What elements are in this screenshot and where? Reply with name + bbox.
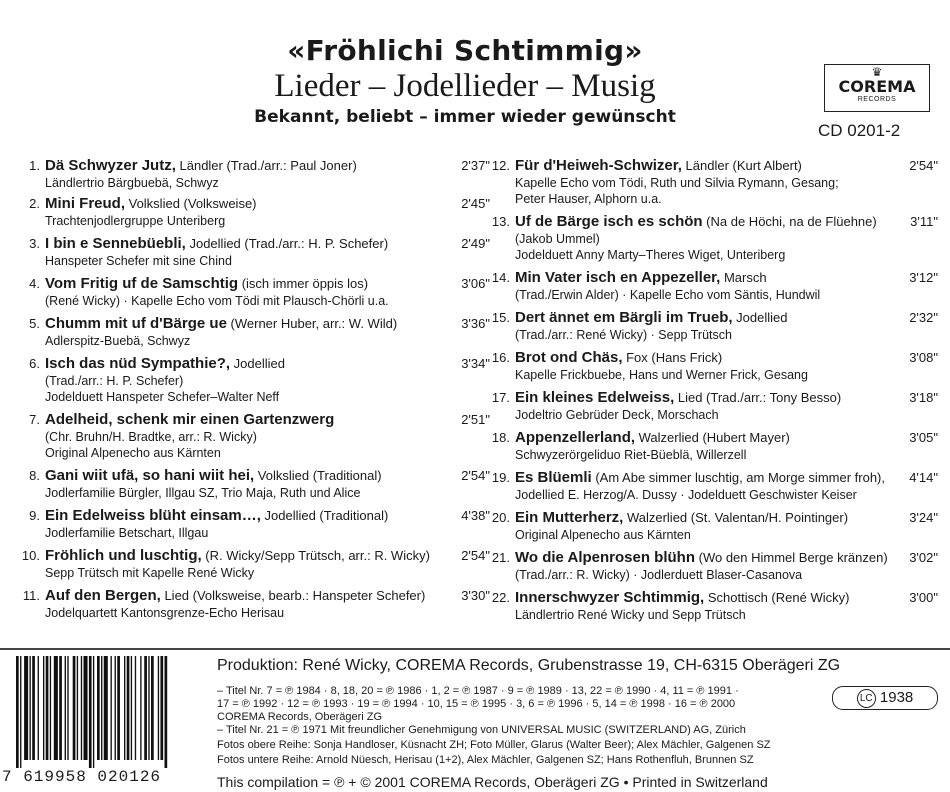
track-title-line (515, 589, 938, 606)
barcode-bar (81, 656, 82, 760)
track-meta: Jodellied (Trad./arr.: H. P. Schefer) (185, 236, 389, 251)
barcode-bar (16, 656, 19, 768)
track-title-line (45, 195, 490, 212)
barcode-bar (38, 656, 39, 760)
track-title-line (515, 549, 938, 566)
track-number: 20. (491, 510, 510, 525)
track-meta: Walzerlied (St. Valentan/H. Pointinger) (623, 510, 849, 525)
barcode-bar (111, 656, 112, 760)
track-performer-line: Jodelduett Anny Marty–Theres Wiget, Unteriberg (515, 248, 786, 262)
lc-number: 1938 (879, 689, 914, 706)
track-title-line (515, 269, 938, 286)
credit-line: COREMA Records, Oberägeri ZG (217, 711, 383, 723)
barcode-bar (46, 656, 49, 760)
track-duration: 3'18" (909, 390, 938, 405)
barcode-bar (144, 656, 147, 760)
track-number: 9. (29, 508, 40, 523)
crown-icon: ♛ (871, 65, 883, 79)
track-meta: Jodellied (Traditional) (260, 508, 389, 523)
track-title-line (45, 355, 490, 372)
corema-logo (824, 64, 930, 112)
barcode-bar (77, 656, 78, 760)
track-name: Dä Schwyzer Jutz, (45, 157, 176, 174)
track-meta: Jodellied (732, 310, 788, 325)
barcode-bar (24, 656, 28, 760)
track-name: Brot ond Chäs, (515, 349, 623, 366)
barcode-bar (140, 656, 141, 760)
track-performer-line: Kapelle Echo vom Tödi, Ruth und Silvia Rymann, Gesang; (515, 176, 839, 190)
barcode-bar (127, 656, 130, 760)
barcode-bar (158, 656, 159, 760)
track-duration: 2'51" (461, 412, 490, 427)
track-performer-line: Trachtenjodlergruppe Unteriberg (45, 214, 226, 228)
track-name: Uf de Bärge isch es schön (515, 213, 703, 230)
track-duration: 2'45" (461, 196, 490, 211)
track-duration: 2'54" (909, 158, 938, 173)
track-title-line (515, 429, 938, 446)
track-performer-line: Original Alpenecho aus Kärnten (45, 446, 221, 460)
track-performer-line: Jodlerfamilie Betschart, Illgau (45, 526, 209, 540)
barcode-number: 7 619958 020126 (2, 768, 162, 786)
track-meta: Jodellied (230, 356, 285, 371)
track-number: 19. (491, 470, 510, 485)
barcode-bar (93, 656, 94, 768)
track-meta: Ländler (Trad./arr.: Paul Joner) (175, 158, 357, 173)
track-number: 17. (491, 390, 510, 405)
track-performer-line: Ländlertrio René Wicky und Sepp Trütsch (515, 608, 746, 622)
track-performer-line: Ländlertrio Bärgbuebä, Schwyz (45, 176, 219, 190)
track-meta: Marsch (720, 270, 767, 285)
track-number: 2. (29, 196, 40, 211)
track-meta: (Am Abe simmer luschtig, am Morge simmer froh), (591, 470, 885, 485)
album-title: «Fröhlichi Schtimmig» (287, 34, 643, 67)
track-performer-line: Adlerspitz-Buebä, Schwyz (45, 334, 191, 348)
track-duration: 2'54" (461, 468, 490, 483)
barcode-bar (73, 656, 76, 760)
copyright-line: This compilation = ℗ + © 2001 COREMA Records, Oberägeri ZG • Printed in Switzerland (217, 774, 768, 790)
track-number: 12. (491, 158, 510, 173)
track-performer-line: (René Wicky) · Kapelle Echo vom Tödi mit Plausch-Chörli u.a. (45, 294, 389, 308)
album-tagline: Bekannt, beliebt – immer wieder gewünscht (254, 107, 676, 127)
track-number: 8. (29, 468, 40, 483)
track-performer-line: Jodelduett Hanspeter Schefer–Walter Neff (45, 390, 280, 404)
track-name: Mini Freud, (45, 195, 125, 212)
footer-divider (0, 648, 950, 650)
track-performer-line: Jodlerfamilie Bürgler, Illgau SZ, Trio Maja, Ruth und Alice (45, 486, 361, 500)
track-title-line (515, 389, 938, 406)
track-name: Dert ännet em Bärgli im Trueb, (515, 309, 733, 326)
track-name: Wo die Alpenrosen blühn (515, 549, 695, 566)
track-duration: 3'00" (909, 590, 938, 605)
track-number: 18. (491, 430, 510, 445)
logo-name: COREMA (838, 77, 916, 96)
track-name: Gani wiit ufä, so hani wiit hei, (45, 467, 255, 484)
barcode-bar (32, 656, 35, 760)
track-meta: (Wo den Himmel Berge kränzen) (695, 550, 888, 565)
label-code (832, 686, 938, 710)
track-duration: 2'49" (461, 236, 490, 251)
barcode-bar (104, 656, 108, 760)
track-meta: (Werner Huber, arr.: W. Wild) (226, 316, 398, 331)
track-performer-line: (Trad./arr.: H. P. Schefer) (45, 374, 184, 388)
track-name: Auf den Bergen, (45, 587, 161, 604)
track-duration: 2'54" (461, 548, 490, 563)
track-name: Min Vater isch en Appezeller, (515, 269, 721, 286)
track-duration: 3'11" (910, 214, 938, 229)
lc-mark: LC (857, 689, 876, 708)
credit-line: Fotos obere Reihe: Sonja Handloser, Küsnacht ZH; Foto Müller, Glarus (Walter Beer); Alex Mächler, Galgenen SZ (217, 739, 771, 751)
barcode-bar (54, 656, 58, 760)
track-name: Adelheid, schenk mir einen Gartenzwerg (45, 411, 335, 428)
track-number: 14. (491, 270, 510, 285)
track-title-line (45, 467, 490, 484)
track-name: Chumm mit uf d'Bärge ue (45, 315, 227, 332)
barcode-bar (97, 656, 100, 760)
track-title-line (45, 507, 490, 524)
track-title-line (45, 235, 490, 252)
track-performer-line: (Chr. Bruhn/H. Bradtke, arr.: R. Wicky) (45, 430, 257, 444)
credit-line: 17 = ℗ 1992 · 12 = ℗ 1993 · 19 = ℗ 1994 · 10, 15 = ℗ 1995 · 3, 6 = ℗ 1996 · 5, 14 = ℗ 1998 · 16 = ℗ 2000 (217, 698, 736, 710)
track-duration: 2'32" (909, 310, 938, 325)
track-number: 4. (29, 276, 40, 291)
track-meta: Ländler (Kurt Albert) (681, 158, 802, 173)
track-performer-line: (Jakob Ummel) (515, 232, 600, 246)
track-meta: Schottisch (René Wicky) (704, 590, 850, 605)
track-name: Isch das nüd Sympathie?, (45, 355, 231, 372)
barcode-bar (20, 656, 21, 768)
track-title-line (515, 157, 938, 174)
track-number: 15. (491, 310, 510, 325)
track-meta: Walzerlied (Hubert Mayer) (635, 430, 790, 445)
barcode-bar (131, 656, 132, 760)
track-title-line (45, 411, 490, 428)
barcode-bar (65, 656, 66, 760)
track-duration: 3'30" (461, 588, 490, 603)
credit-line: – Titel Nr. 7 = ℗ 1984 · 8, 18, 20 = ℗ 1986 · 1, 2 = ℗ 1987 · 9 = ℗ 1989 · 13, 22 = ℗ 1990 · 4, 11 = ℗ 1991 · (217, 685, 739, 697)
barcode (14, 656, 206, 768)
track-meta: Lied (Volksweise, bearb.: Hanspeter Schefer) (160, 588, 426, 603)
credit-line: Fotos untere Reihe: Arnold Nüesch, Herisau (1+2), Alex Mächler, Galgenen SZ; Hans Rothenfluh, Brunnen SZ (217, 754, 754, 766)
track-performer-line: Schwyzerörgeliduo Riet-Büeblä, Willerzell (515, 448, 747, 462)
track-duration: 3'34" (461, 356, 490, 371)
track-name: Ein Mutterherz, (515, 509, 624, 526)
barcode-bar (160, 656, 163, 760)
track-title-line (515, 309, 938, 326)
track-meta: Lied (Trad./arr.: Tony Besso) (674, 390, 842, 405)
track-performer-line: Sepp Trütsch mit Kapelle René Wicky (45, 566, 255, 580)
track-performer-line: (Trad./arr.: R. Wicky) · Jodlerduett Blaser-Casanova (515, 568, 803, 582)
track-performer-line: Peter Hauser, Alphorn u.a. (515, 192, 662, 206)
track-duration: 3'05" (909, 430, 938, 445)
barcode-bar (30, 656, 31, 760)
barcode-bar (124, 656, 125, 760)
track-title-line (515, 509, 938, 526)
catalog-number: CD 0201-2 (818, 121, 901, 140)
track-meta: (R. Wicky/Sepp Trütsch, arr.: R. Wicky) (201, 548, 430, 563)
track-title-line (45, 157, 490, 174)
track-duration: 3'06" (461, 276, 490, 291)
barcode-bar (50, 656, 51, 760)
track-performer-line: (Trad./Erwin Alder) · Kapelle Echo vom Säntis, Hundwil (515, 288, 821, 302)
track-performer-line: (Trad./arr.: René Wicky) · Sepp Trütsch (515, 328, 732, 342)
track-duration: 4'14" (909, 470, 938, 485)
logo-sub: RECORDS (857, 96, 897, 103)
barcode-bar (151, 656, 154, 760)
credit-line: – Titel Nr. 21 = ℗ 1971 Mit freundlicher Genehmigung von UNIVERSAL MUSIC (SWITZERLAND) AG, Zürich (217, 724, 746, 736)
track-name: Ein Edelweiss blüht einsam…, (45, 507, 261, 524)
track-duration: 3'02" (909, 550, 938, 565)
barcode-bar (135, 656, 136, 760)
production-info: Produktion: René Wicky, COREMA Records, Grubenstrasse 19, CH-6315 Oberägeri ZG (217, 657, 841, 674)
track-performer-line: Original Alpenecho aus Kärnten (515, 528, 691, 542)
track-number: 1. (29, 158, 40, 173)
track-number: 21. (491, 550, 510, 565)
track-number: 5. (29, 316, 40, 331)
track-name: I bin e Sennebüebli, (45, 235, 186, 252)
track-performer-line: Jodelquartett Kantonsgrenze-Echo Herisau (45, 606, 285, 620)
barcode-bar (59, 656, 62, 760)
barcode-bar (117, 656, 120, 760)
barcode-bar (148, 656, 149, 760)
track-number: 3. (29, 236, 40, 251)
track-title-line (45, 547, 490, 564)
track-title-line (45, 275, 490, 292)
track-name: Ein kleines Edelweiss, (515, 389, 675, 406)
track-duration: 4'38" (461, 508, 490, 523)
track-number: 22. (491, 590, 510, 605)
track-duration: 3'08" (909, 350, 938, 365)
track-name: Fröhlich und luschtig, (45, 547, 202, 564)
track-title-line (515, 349, 938, 366)
track-meta: (isch immer öppis los) (238, 276, 369, 291)
track-meta: Volkslied (Traditional) (254, 468, 382, 483)
track-meta: Volkslied (Volksweise) (125, 196, 257, 211)
barcode-bar (84, 656, 88, 760)
track-performer-line: Jodellied E. Herzog/A. Dussy · Jodelduett Geschwister Keiser (515, 488, 857, 502)
track-duration: 2'37" (461, 158, 490, 173)
barcode-bar (43, 656, 44, 760)
track-title-line (515, 469, 938, 486)
track-name: Vom Fritig uf de Samschtig (45, 275, 239, 292)
track-number: 10. (21, 548, 40, 563)
track-name: Innerschwyzer Schtimmig, (515, 589, 705, 606)
track-title-line (45, 587, 490, 604)
track-duration: 3'36" (461, 316, 490, 331)
track-number: 7. (29, 412, 40, 427)
barcode-bar (67, 656, 68, 760)
track-number: 6. (29, 356, 40, 371)
barcode-bar (115, 656, 116, 760)
track-number: 16. (491, 350, 510, 365)
track-name: Appenzellerland, (515, 429, 636, 446)
track-number: 11. (22, 588, 40, 603)
album-subtitle: Lieder – Jodellieder – Musig (274, 68, 656, 104)
track-title-line (515, 213, 938, 230)
track-performer-line: Hanspeter Schefer mit sine Chind (45, 254, 232, 268)
track-title-line (45, 315, 490, 332)
barcode-bar (165, 656, 168, 768)
track-duration: 3'12" (909, 270, 938, 285)
track-duration: 3'24" (909, 510, 938, 525)
track-meta: (Na de Höchi, na de Flüehne) (702, 214, 877, 229)
track-name: Es Blüemli (515, 469, 592, 486)
barcode-bar (89, 656, 92, 768)
track-meta: Fox (Hans Frick) (622, 350, 723, 365)
track-performer-line: Jodeltrio Gebrüder Deck, Morschach (515, 408, 719, 422)
barcode-bar (101, 656, 102, 760)
track-name: Für d'Heiweh-Schwizer, (515, 157, 682, 174)
track-number: 13. (491, 214, 510, 229)
track-performer-line: Kapelle Frickbuebe, Hans und Werner Frick, Gesang (515, 368, 808, 382)
